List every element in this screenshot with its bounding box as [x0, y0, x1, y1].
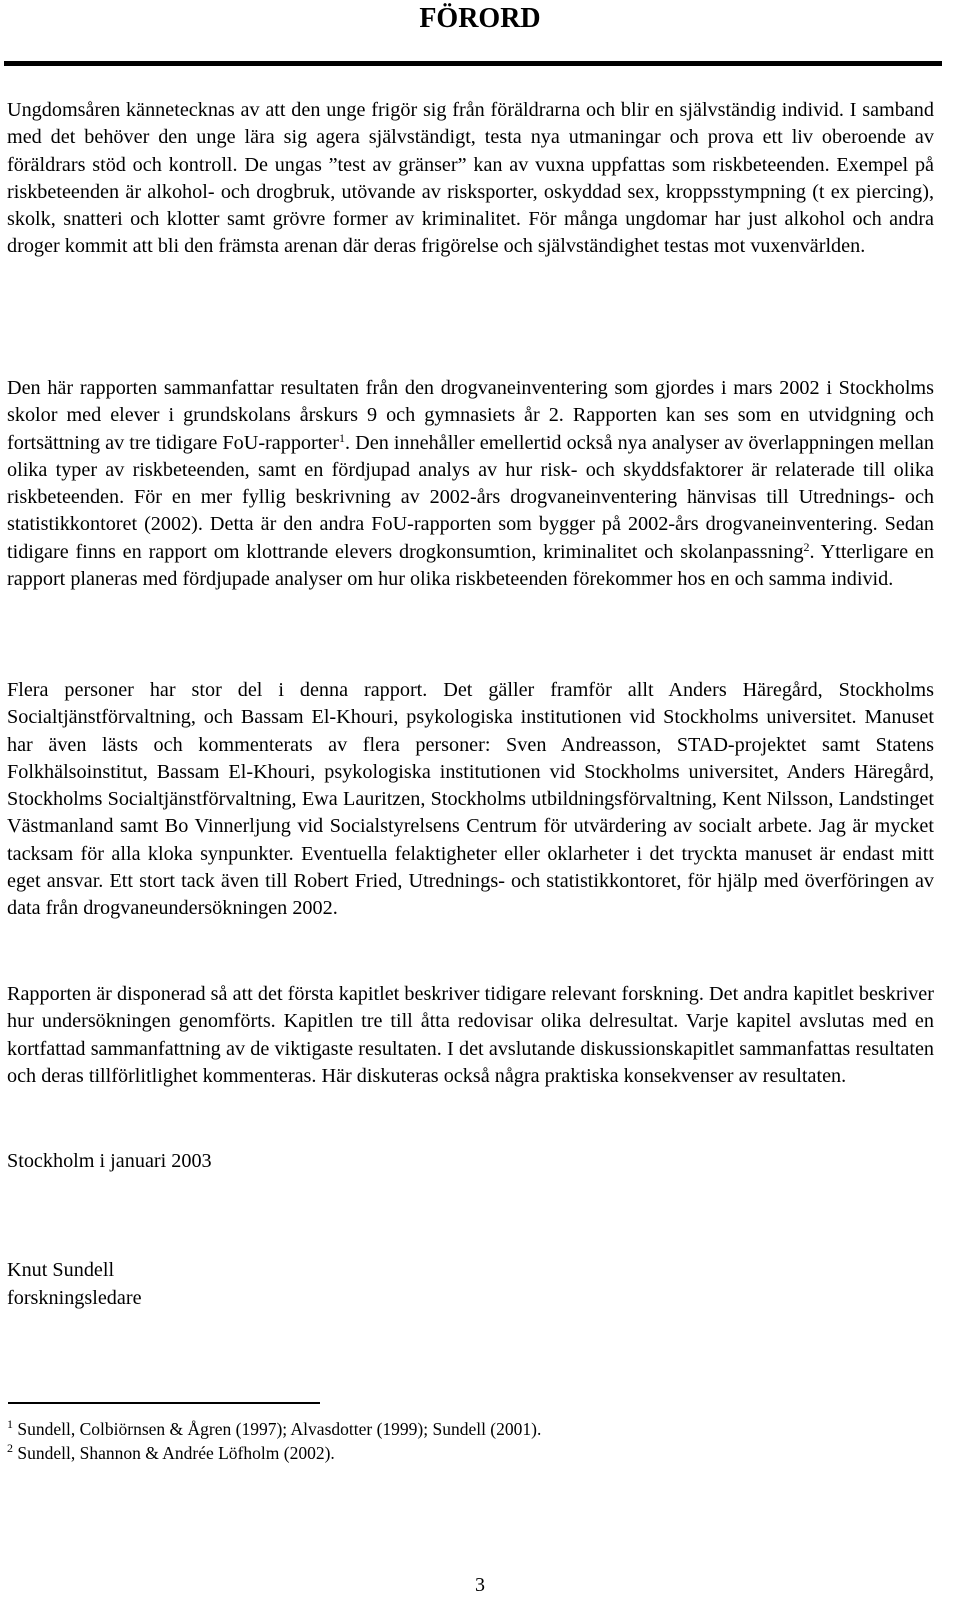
footnote-2-text: Sundell, Shannon & Andrée Löfholm (2002). — [17, 1443, 335, 1463]
footnote-1 — [7, 1417, 907, 1442]
title-rule — [4, 61, 942, 66]
footnote-1-text: Sundell, Colbiörnsen & Ågren (1997); Alvasdotter (1999); Sundell (2001). — [17, 1419, 542, 1439]
paragraph-report-summary-part3: . Ytterligare en rapport planeras med fördjupade analyser om hur olika riskbeteenden förekommer hos en och samma individ. — [7, 540, 934, 591]
paragraph-report-summary — [7, 375, 934, 593]
page-title: FÖRORD — [419, 3, 541, 34]
paragraph-report-summary-part2: . Den innehåller emellertid också nya analyser av överlappningen mellan olika typer av riskbeteenden, samt en fördjupad analys av hur risk- och skyddsfaktorer är relaterade till olika riskbeteenden. För en mer fyllig beskrivning av 2002-års drogvaneinventering hänvisas till Utrednings- och statistikkontoret (2002). Detta är den andra FoU-rapporten som bygger på 2002-års drogvaneinventering. Sedan tidigare finns en rapport om klottrande elevers drogkonsumtion, kriminalitet och skolanpassning — [7, 431, 934, 563]
footnote-2-number: 2 — [7, 1441, 13, 1455]
paragraph-intro: Ungdomsåren kännetecknas av att den unge frigör sig från föräldrarna och blir en självständig individ. I samband med det behöver den unge lära sig agera självständigt, testa nya utmaningar och prova ett liv oberoende av föräldrars stöd och kontroll. De ungas ”test av gränser” kan av vuxna uppfattas som riskbeteenden. Exempel på riskbeteenden är alkohol- och drogbruk, utövande av risksporter, oskyddad sex, kroppsstympning (t ex piercing), skolk, snatteri och klotter samt grövre former av kriminalitet. För många ungdomar har just alkohol och andra droger kommit att bli den främsta arenan där deras frigörelse och självständighet testas mot vuxenvärlden. — [7, 99, 934, 258]
place-date: Stockholm i januari 2003 — [7, 1150, 212, 1172]
signature-role: forskningsledare — [7, 1287, 142, 1309]
footnote-marker-2: 2 — [803, 539, 810, 554]
paragraph-report-summary-part1: Den här rapporten sammanfattar resultaten från den drogvaneinventering som gjordes i mars 2002 i Stockholms skolor med elever i grundskolans årskurs 9 och gymnasiets år 2. Rapporten kan ses som en utvidgning och fortsättning av tre tidigare FoU-rapporter — [7, 377, 934, 454]
footnote-1-number: 1 — [7, 1417, 13, 1431]
footnote-rule — [8, 1402, 320, 1404]
footnote-marker-1: 1 — [339, 430, 346, 445]
footnote-2 — [7, 1441, 907, 1466]
signature-name: Knut Sundell — [7, 1259, 115, 1281]
paragraph-disposition: Rapporten är disponerad så att det första kapitlet beskriver tidigare relevant forskning. Det andra kapitlet beskriver hur undersökningen genomförts. Kapitlen tre till åtta redovisar olika delresultat. Varje kapitel avslutas med en kortfattad sammanfattning av de viktigaste resultaten. I det avslutande diskussionskapitlet sammanfattas resultaten och deras tillförlitlighet kommenteras. Här diskuteras också några praktiska konsekvenser av resultaten. — [7, 983, 934, 1087]
page-number: 3 — [475, 1574, 485, 1596]
paragraph-acknowledgements: Flera personer har stor del i denna rapport. Det gäller framför allt Anders Häregård, Stockholms Socialtjänstförvaltning, och Bassam El-Khouri, psykologiska institutionen vid Stockholms universitet. Manuset har även lästs och kommenterats av flera personer: Sven Andreasson, STAD-projektet samt Statens Folkhälsoinstitut, Bassam El-Khouri, psykologiska institutionen vid Stockholms universitet, Anders Häregård, Stockholms Socialtjänstförvaltning, Ewa Lauritzen, Stockholms utbildningsförvaltning, Kent Nilsson, Landstinget Västmanland samt Bo Vinnerljung vid Socialstyrelsens Centrum för utvärdering av socialt arbete. Jag är mycket tacksam för alla kloka synpunkter. Eventuella felaktigheter eller oklarheter i det tryckta manuset är endast mitt eget ansvar. Ett stort tack även till Robert Fried, Utrednings- och statistikkontoret, för hjälp med överföringen av data från drogvaneundersökningen 2002. — [7, 679, 934, 920]
